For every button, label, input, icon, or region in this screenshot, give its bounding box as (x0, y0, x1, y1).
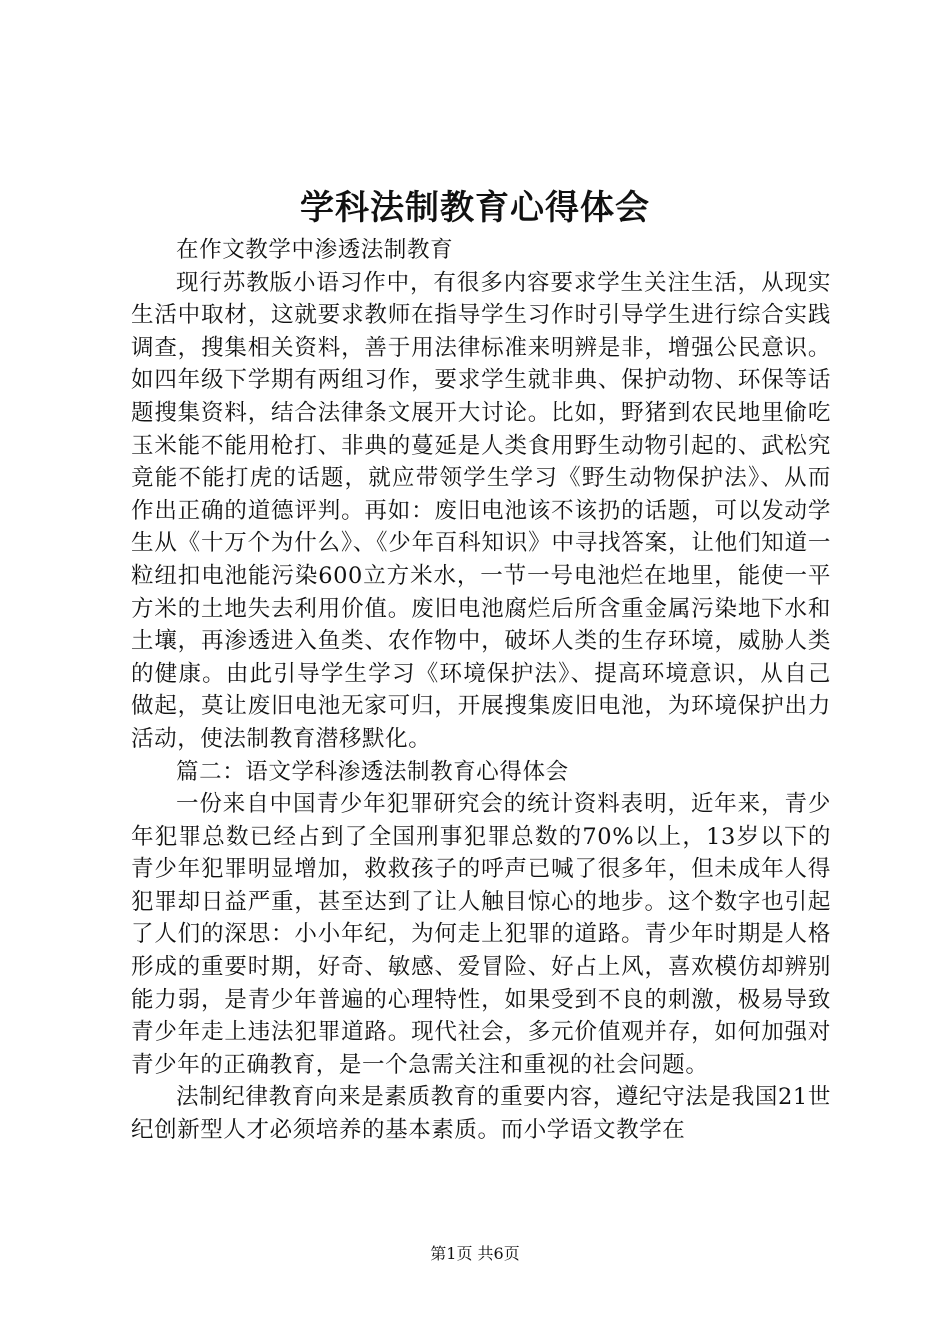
page-footer: 第1页 共6页 (430, 1244, 520, 1263)
document-title: 学科法制教育心得体会 (300, 188, 650, 228)
body-paragraph: 法制纪律教育向来是素质教育的重要内容，遵纪守法是我国21世纪创新型人才必须培养的基本素质。而小学语文教学在 (131, 1084, 831, 1144)
document-body (131, 234, 831, 1147)
section-heading: 在作文教学中渗透法制教育 (176, 237, 454, 263)
body-paragraph: 一份来自中国青少年犯罪研究会的统计资料表明，近年来，青少年犯罪总数已经占到了全国刑事犯罪总数的70%以上，13岁以下的青少年犯罪明显增加，救救孩子的呼声已喊了很多年，但未成年人得犯罪却日益严重，甚至达到了让人触目惊心的地步。这个数字也引起了人们的深思：小小年纪，为何走上犯罪的道路。青少年时期是人格形成的重要时期，好奇、敏感、爱冒险、好占上风，喜欢模仿却辨别能力弱，是青少年普遍的心理特性，如果受到不良的刺激，极易导致青少年走上违法犯罪道路。现代社会，多元价值观并存，如何加强对青少年的正确教育，是一个急需关注和重视的社会问题。 (131, 791, 831, 1078)
section-heading: 篇二：语文学科渗透法制教育心得体会 (176, 758, 569, 785)
body-paragraph: 现行苏教版小语习作中，有很多内容要求学生关注生活，从现实生活中取材，这就要求教师在指导学生习作时引导学生进行综合实践调查，搜集相关资料，善于用法律标准来明辨是非，增强公民意识。如四年级下学期有两组习作，要求学生就非典、保护动物、环保等话题搜集资料，结合法律条文展开大讨论。比如，野猪到农民地里偷吃玉米能不能用枪打、非典的蔓延是人类食用野生动物引起的、武松究竟能不能打虎的话题，就应带领学生学习《野生动物保护法》、从而作出正确的道德评判。再如：废旧电池该不该扔的话题，可以发动学生从《十万个为什么》、《少年百科知识》中寻找答案，让他们知道一粒纽扣电池能污染600立方米水，一节一号电池烂在地里，能使一平方米的土地失去利用价值。废旧电池腐烂后所含重金属污染地下水和土壤，再渗透进入鱼类、农作物中，破坏人类的生存环境，威胁人类的健康。由此引导学生学习《环境保护法》、提高环境意识，从自己做起，莫让废旧电池无家可归，开展搜集废旧电池，为环境保护出力活动，使法制教育潜移默化。 (131, 269, 831, 752)
